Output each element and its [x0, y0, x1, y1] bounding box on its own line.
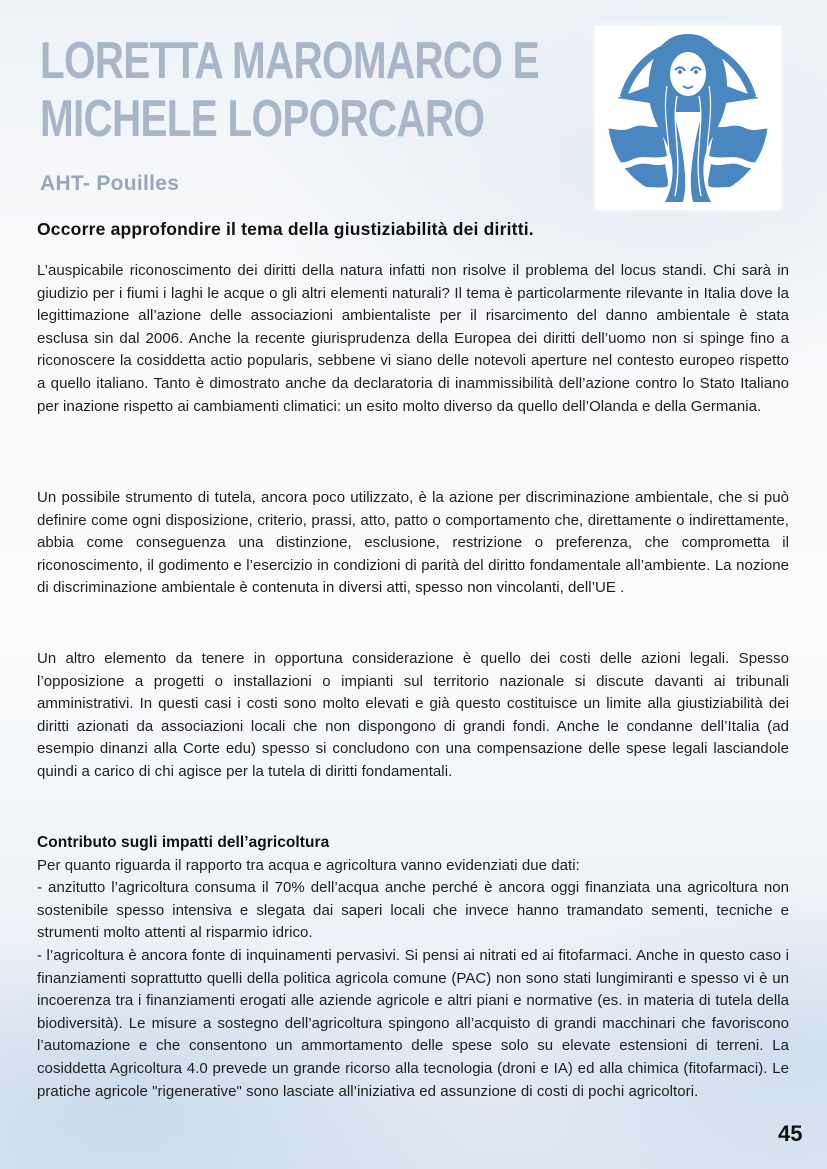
paragraph-locus-standi: L’auspicabile riconoscimento dei diritti della natura infatti non risolve il problema del locus standi. Chi sarà in giudizio per i fiumi i laghi le acque o gli altri elementi naturali? Il tema è particolarmente rilevante in Italia dove la legittimazione all’azione delle associazioni ambientaliste per il risarcimento del danno ambientale è stata esclusa sin dal 2006. Anche la recente giurisprudenza della Europea dei diritti dell’uomo non si spinge fino a riconoscere la cosiddetta actio popularis, sebbene vi siano delle notevoli aperture nel contesto europeo rispetto a quello italiano. Tanto è dimostrato anche da declaratoria di inammissibilità dell’azione contro lo Stato Italiano per inazione rispetto ai cambiamenti climatici: un esito molto diverso da quello dell’Olanda e della Germania. — [37, 262, 789, 415]
organization-subtitle: AHT- Pouilles — [40, 172, 180, 195]
page-number: 45 — [778, 1121, 803, 1146]
mermaid-logo-icon — [595, 26, 781, 210]
title-line-2: MICHELE LOPORCARO — [40, 90, 485, 148]
section-agricoltura-title: Contributo sugli impatti dell’agricoltura — [37, 834, 330, 851]
logo — [595, 26, 781, 210]
article-heading: Occorre approfondire il tema della giustiziabilità dei diritti. — [37, 219, 534, 239]
list-item: - l’agricoltura è ancora fonte di inquinamenti pervasivi. Si pensi ai nitrati ed ai fitofarmaci. Anche in questo caso i finanziamenti soprattutto quelli della politica agricola comune (PAC) non sono stati lungimiranti e spesso vi è un incoerenza tra i finanziamenti erogati alle aziende agricole e altri piani e normative (es. in materia di tutela della biodiversità). Le misure a sostegno dell’agricoltura spingono all’acquisto di grandi macchinari che favoriscono l’automazione e che consentono un ammortamento delle spese solo su elevate estensioni di terreni. La cosiddetta Agricoltura 4.0 prevede un grande ricorso alla tecnologia (droni e IA) ed alla chimica (fitofarmaci). Le pratiche agricole "rigenerative" sono lasciate all’iniziativa ed assunzione di costi di pochi agricoltori. — [37, 946, 789, 1100]
section-agricoltura-intro: Per quanto riguarda il rapporto tra acqua e agricoltura vanno evidenziati due dati: — [37, 856, 580, 874]
list-item: - anzitutto l’agricoltura consuma il 70% dell’acqua anche perché è ancora oggi finanziata una agricoltura non sostenibile spesso intensiva e slegata dai saperi locali che invece hanno tramandato sementi, tecniche e strumenti molto attenti al risparmio idrico. — [37, 879, 789, 942]
title-line-1: LORETTA MAROMARCO E — [40, 32, 539, 90]
section-agricoltura — [37, 832, 789, 1103]
paragraph-discriminazione-ambientale: Un possibile strumento di tutela, ancora poco utilizzato, è la azione per discriminazione ambientale, che si può definire come ogni disposizione, criterio, prassi, atto, patto o comportamento che, direttamente o indirettamente, abbia come conseguenza una distinzione, esclusione, restrizione o preferenza, che comprometta il riconoscimento, il godimento e l’esercizio in condizioni di parità del diritto fondamentale all’ambiente. La nozione di discriminazione ambientale è contenuta in diversi atti, spesso non vincolanti, dell’UE . — [37, 489, 789, 597]
paragraph-costi-azioni-legali: Un altro elemento da tenere in opportuna considerazione è quello dei costi delle azioni legali. Spesso l’opposizione a progetti o installazioni o impianti sul territorio nazionale si discute davanti ai tribunali amministrativi. In questi casi i costi sono molto elevati e già questo costituisce un limite alla giustiziabilità dei diritti azionati da associazioni locali che non dispongono di grandi fondi. Anche le condanne dell’Italia (ad esempio dinanzi alla Corte edu) spesso si concludono con una compensazione delle spese legali lasciandole quindi a carico di chi agisce per la tutela di diritti fondamentali. — [37, 650, 789, 780]
page-title — [40, 32, 539, 148]
